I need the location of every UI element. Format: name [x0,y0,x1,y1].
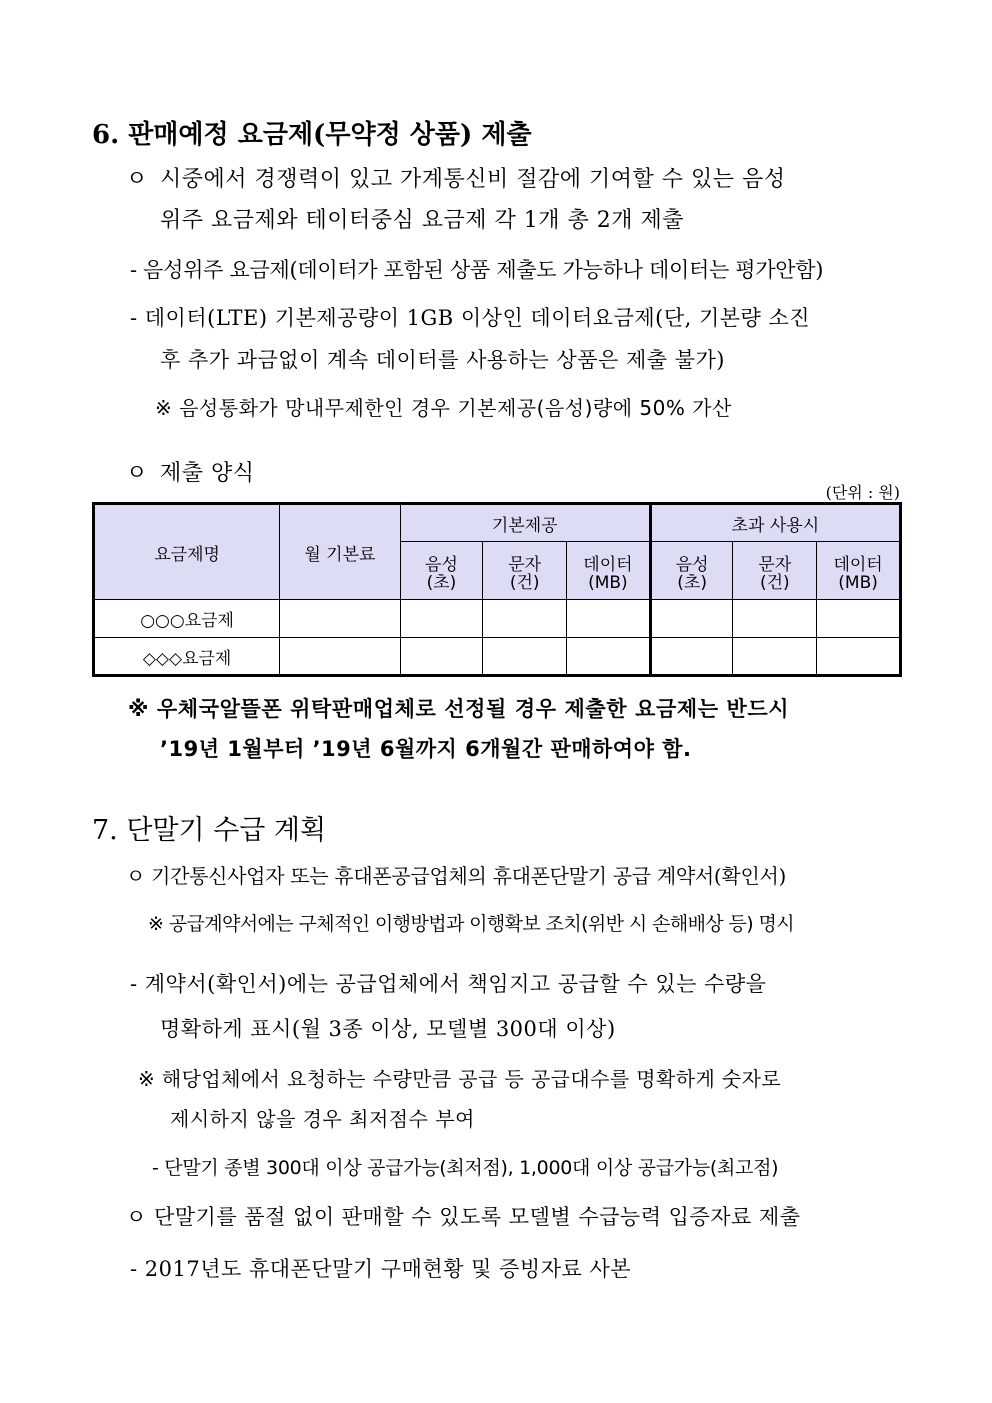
section-6-note-2-line-2: ’19년 1월부터 ’19년 6월까지 6개월간 판매하여야 함. [160,737,692,761]
bullet-marker: ㅇ [126,461,148,486]
header-data-unit: (MB) [588,572,628,593]
header-voice-unit: (초) [677,572,707,593]
section-6-note-1: ※ 음성통화가 망내무제한인 경우 기본제공(음성)량에 50% 가산 [155,396,732,420]
header-voice-label: 음성 [425,554,458,575]
empty-cell [817,638,901,676]
header-monthly-fee: 월 기본료 [280,504,400,600]
section-6-dash-2-line-1: - 데이터(LTE) 기본제공량이 1GB 이상인 데이터요금제(단, 기본량 소진 [130,306,811,330]
empty-cell [567,600,651,638]
section-7-title: 7. 단말기 수급 계획 [92,815,327,846]
header-sms-unit: (건) [759,572,790,593]
section-6-bullet-1 [126,162,902,193]
section-7-dash-3: - 2017년도 휴대폰단말기 구매현황 및 증빙자료 사본 [130,1257,632,1281]
empty-cell [650,600,733,638]
section-7-bullet-1: ㅇ 기간통신사업자 또는 휴대폰공급업체의 휴대폰단말기 공급 계약서(확인서) [126,864,786,888]
header-group-basic: 기본제공 [400,504,650,542]
submission-form-table [92,502,902,677]
empty-cell [400,600,483,638]
section-6-title: 6. 판매예정 요금제(무약정 상품) 제출 [92,120,532,150]
empty-cell [733,638,817,676]
unit-label: (단위 : 원) [825,483,900,502]
bullet-text-line-1: 시중에서 경쟁력이 있고 가계통신비 절감에 기여할 수 있는 음성 [160,167,786,192]
header-data-label: 데이터 [583,554,633,575]
table-row [94,638,901,676]
section-7-dash-2: - 단말기 종별 300대 이상 공급가능(최저점), 1,000대 이상 공급가능(최고점) [152,1157,779,1179]
bullet-marker: ㅇ [126,167,148,192]
header-basic-data [567,542,651,600]
section-7-note-2-line-1: ※ 해당업체에서 요청하는 수량만큼 공급 등 공급대수를 명확하게 숫자로 [138,1067,782,1091]
header-excess-voice [650,542,733,600]
header-basic-sms [483,542,567,600]
section-6-bullet-1-line-2: 위주 요금제와 테이터중심 요금제 각 1개 총 2개 제출 [160,208,684,233]
header-sms-label: 문자 [758,554,792,575]
plan-name-cell: ◇◇◇요금제 [94,638,280,676]
empty-cell [400,638,483,676]
section-7-bullet-2: ㅇ 단말기를 품절 없이 판매할 수 있도록 모델별 수급능력 입증자료 제출 [126,1205,801,1229]
section-6-dash-2-line-2: 후 추가 과금없이 계속 데이터를 사용하는 상품은 제출 불가) [160,348,725,372]
header-sms-label: 문자 [508,554,542,575]
section-7-note-2-line-2: 제시하지 않을 경우 최저점수 부여 [170,1107,475,1131]
header-data-label: 데이터 [833,554,883,575]
header-excess-sms [733,542,817,600]
bullet-text: 제출 양식 [160,461,255,486]
empty-cell [650,638,733,676]
empty-cell [567,638,651,676]
section-6-note-2-line-1: ※ 우체국알뜰폰 위탁판매업체로 선정될 경우 제출한 요금제는 반드시 [128,697,790,721]
empty-cell [280,638,400,676]
header-group-excess: 초과 사용시 [650,504,900,542]
header-plan-name: 요금제명 [94,504,280,600]
header-basic-voice [400,542,483,600]
empty-cell [733,600,817,638]
table-row [94,600,901,638]
empty-cell [280,600,400,638]
empty-cell [817,600,901,638]
header-sms-unit: (건) [509,572,540,593]
plan-name-cell: ○○○요금제 [94,600,280,638]
section-7-dash-1-line-1: - 계약서(확인서)에는 공급업체에서 책임지고 공급할 수 있는 수량을 [130,972,767,996]
header-data-unit: (MB) [838,572,878,593]
header-excess-data [817,542,901,600]
header-voice-label: 음성 [675,554,709,575]
header-voice-unit: (초) [426,572,457,593]
section-7-note-1: ※ 공급계약서에는 구체적인 이행방법과 이행확보 조치(위반 시 손해배상 등) 명시 [148,913,795,935]
section-6-dash-1: - 음성위주 요금제(데이터가 포함된 상품 제출도 가능하나 데이터는 평가안함) [130,258,824,282]
empty-cell [483,638,567,676]
section-7-dash-1-line-2: 명확하게 표시(월 3종 이상, 모델별 300대 이상) [160,1017,616,1041]
section-6-bullet-2 [126,456,255,487]
empty-cell [483,600,567,638]
